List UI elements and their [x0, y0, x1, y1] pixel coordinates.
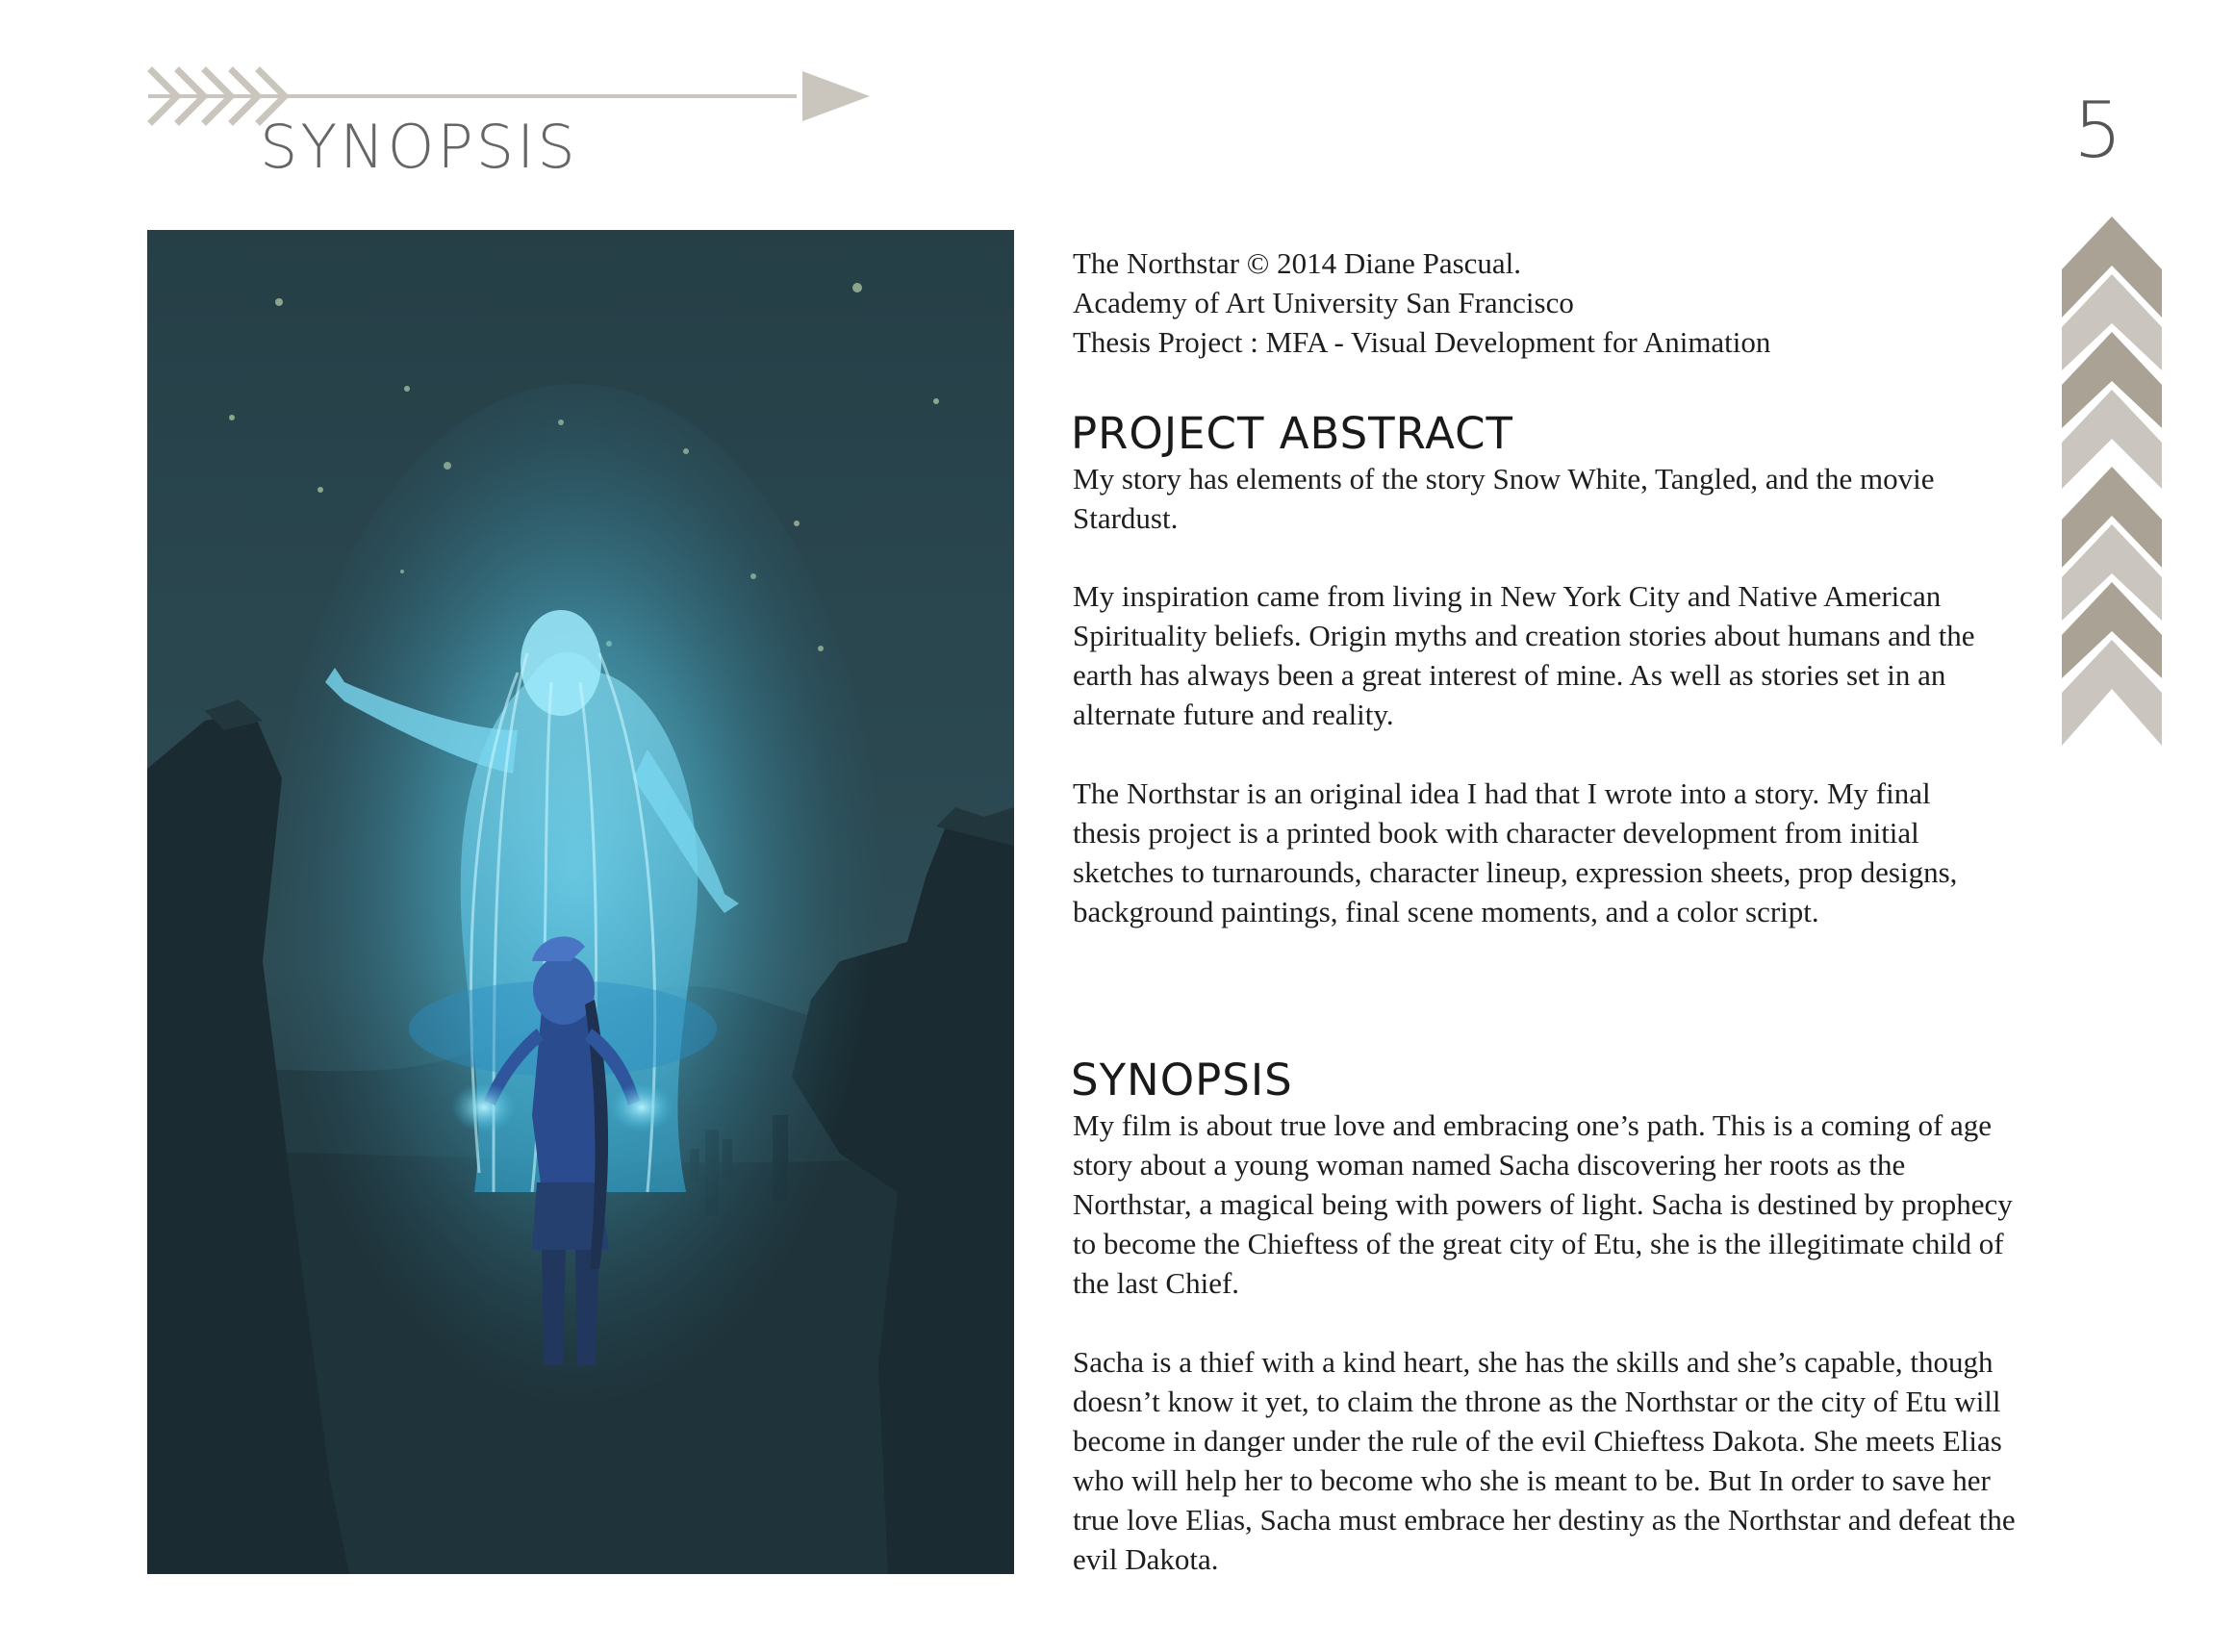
- synopsis-paragraph: My film is about true love and embracing one’s path. This is a coming of age story about a young woman named Sacha discovering her roots as the Northstar, a magical being with powers of light. Sacha is destined by prophecy to become the Chieftess of the great city of Etu, she is the illegitimate child of the last Chief.: [1073, 1108, 2013, 1300]
- abstract-paragraph: My inspiration came from living in New York City and Native American Spirituality beliefs. Origin myths and creation stories about humans and the earth has always been a great interest of mine. As well as stories set in an alternate future and reality.: [1073, 579, 1975, 731]
- synopsis-heading: SYNOPSIS: [1071, 1055, 1293, 1106]
- abstract-heading: PROJECT ABSTRACT: [1071, 408, 1514, 459]
- abstract-paragraph: My story has elements of the story Snow White, Tangled, and the movie Stardust.: [1073, 462, 1935, 535]
- northstar-illustration: [147, 230, 1014, 1574]
- synopsis-paragraph: Sacha is a thief with a kind heart, she has the skills and she’s capable, though doesn’t know it yet, to claim the throne as the Northstar or the city of Etu will become in danger under the rule of the evil Chieftess Dakota. She meets Elias who will help her to become who she is meant to be. But In order to save her true love Elias, Sacha must embrace her destiny as the Northstar and defeat the evil Dakota.: [1073, 1345, 2016, 1576]
- credit-line-program: Thesis Project : MFA - Visual Development for Animation: [1073, 325, 1771, 359]
- abstract-paragraph: The Northstar is an original idea I had that I wrote into a story. My final thesis project is a printed book with character development from initial sketches to turnarounds, character lineup, expression sheets, prop designs, background paintings, final scene moments, and a color script.: [1073, 776, 1958, 928]
- page-title: SYNOPSIS: [260, 112, 578, 182]
- page-number: 5: [2073, 86, 2122, 175]
- chevron-stack-icon: [2059, 183, 2167, 760]
- credit-block: [1073, 243, 2035, 362]
- credit-line-school: Academy of Art University San Francisco: [1073, 286, 1574, 319]
- credit-line-title: The Northstar © 2014 Diane Pascual.: [1073, 246, 1522, 280]
